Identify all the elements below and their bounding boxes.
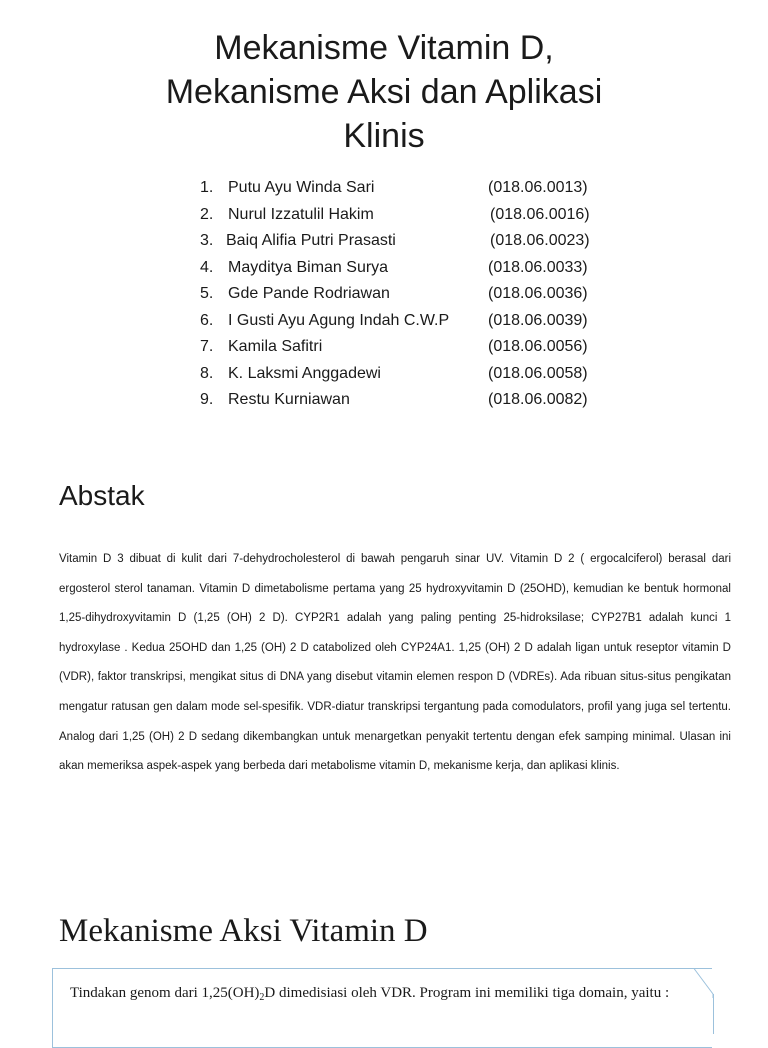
author-name: Restu Kurniawan <box>228 391 350 408</box>
author-number: 3. <box>200 232 214 249</box>
author-id: (018.06.0058) <box>488 364 588 382</box>
title-line-3: Klinis <box>343 117 425 155</box>
author-row <box>196 361 616 388</box>
author-id: (018.06.0016) <box>490 205 590 223</box>
author-name: Kamila Safitri <box>228 338 323 355</box>
author-id: (018.06.0013) <box>488 179 588 196</box>
abstract-heading: Abstak <box>59 480 145 511</box>
author-id: (018.06.0082) <box>488 391 588 408</box>
author-row <box>196 255 616 282</box>
author-id: (018.06.0056) <box>488 338 588 355</box>
author-name: Gde Pande Rodriawan <box>228 285 390 302</box>
author-row <box>196 334 616 361</box>
author-id: (018.06.0023) <box>490 232 590 249</box>
author-name: I Gusti Ayu Agung Indah C.W.P <box>228 311 450 329</box>
author-row <box>196 387 616 414</box>
callout-box <box>52 968 712 1048</box>
author-number: 4. <box>200 258 214 276</box>
author-name: Nurul Izzatulil Hakim <box>228 205 374 223</box>
mechanism-heading: Mekanisme Aksi Vitamin D <box>59 913 428 949</box>
callout-text-start: Tindakan genom dari 1,25(OH) <box>70 985 260 1001</box>
author-id: (018.06.0036) <box>488 285 588 302</box>
callout-subscript: 2 <box>259 992 265 1003</box>
author-row <box>196 202 616 229</box>
author-id: (018.06.0039) <box>488 311 588 329</box>
author-row <box>196 175 616 202</box>
title-line-2: Mekanisme Aksi dan Aplikasi <box>165 73 603 111</box>
author-number: 9. <box>200 391 214 408</box>
author-number: 8. <box>200 364 214 382</box>
document-title <box>0 26 768 158</box>
callout-right-edge <box>713 994 714 1034</box>
callout-text-end: D dimedisiasi oleh VDR. Program ini memiliki tiga domain, yaitu : <box>264 985 670 1001</box>
author-row <box>196 308 616 335</box>
author-name: Mayditya Biman Surya <box>228 258 389 276</box>
callout-text <box>70 984 690 1003</box>
author-number: 1. <box>200 179 214 196</box>
author-number: 2. <box>200 205 214 223</box>
author-list <box>196 175 616 414</box>
author-row <box>196 228 616 255</box>
abstract-body: Vitamin D 3 dibuat di kulit dari 7-dehydrocholesterol di bawah pengaruh sinar UV. Vitamin D 2 ( ergocalciferol) berasal dari ergosterol sterol tanaman. Vitamin D dimetabolisme pertama yang 25 hydroxyvitamin D (25OHD), kemudian ke bentuk hormonal 1,25-dihydroxyvitamin D (1,25 (OH) 2 D). CYP2R1 adalah yang paling penting 25-hidroksilase; CYP27B1 adalah kunci 1 hydroxylase . Kedua 25OHD dan 1,25 (OH) 2 D catabolized oleh CYP24A1. 1,25 (OH) 2 D adalah ligan untuk reseptor vitamin D (VDR), faktor transkripsi, mengikat situs di DNA yang disebut vitamin elemen respon D (VDREs). Ada ribuan situs-situs pengikatan mengatur ratusan gen dalam mode sel-spesifik. VDR-diatur transkripsi tergantung pada comodulators, profil yang juga sel tertentu. Analog dari 1,25 (OH) 2 D sedang dikembangkan untuk menargetkan penyakit tertentu dengan efek samping minimal. Ulasan ini akan memeriksa aspek-aspek yang berbeda dari metabolisme vitamin D, mekanisme kerja, dan aplikasi klinis. <box>59 553 731 773</box>
author-name: Putu Ayu Winda Sari <box>228 179 375 196</box>
author-number: 7. <box>200 338 214 355</box>
author-number: 5. <box>200 285 214 302</box>
author-name: Baiq Alifia Putri Prasasti <box>226 232 396 249</box>
author-row <box>196 281 616 308</box>
title-line-1: Mekanisme Vitamin D, <box>214 29 554 67</box>
author-name: K. Laksmi Anggadewi <box>228 364 381 382</box>
author-id: (018.06.0033) <box>488 258 588 276</box>
author-number: 6. <box>200 311 214 329</box>
